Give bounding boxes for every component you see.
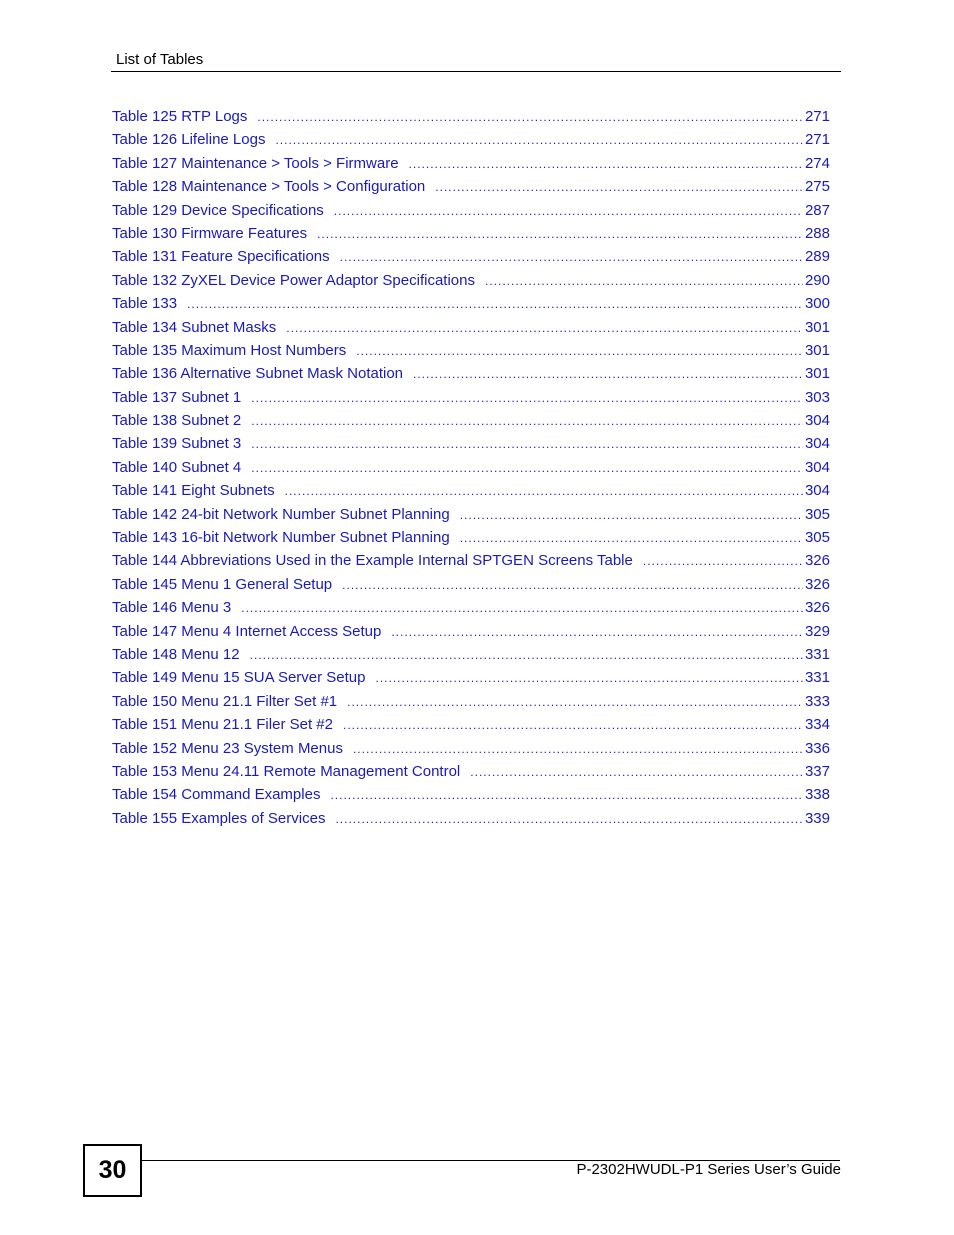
dot-leader: [251, 387, 803, 409]
toc-entry-link[interactable]: [112, 245, 830, 268]
toc-entry-link[interactable]: [112, 199, 830, 222]
toc-entry-label: Table 147 Menu 4 Internet Access Setup: [112, 622, 382, 640]
dot-leader: [335, 808, 803, 830]
toc-entry-link[interactable]: [112, 549, 830, 572]
dot-leader: [391, 621, 803, 643]
toc-entry-label: Table 136 Alternative Subnet Mask Notation: [112, 365, 404, 383]
toc-entry-label: Table 143 16-bit Network Number Subnet Planning: [112, 529, 450, 547]
toc-entry-label: Table 132 ZyXEL Device Power Adaptor Specifications: [112, 271, 475, 289]
toc-entry-page: 304: [804, 482, 830, 500]
toc-entry-page: 271: [804, 108, 830, 125]
toc-entry-label: Table 135 Maximum Host Numbers: [112, 341, 347, 359]
toc-entry-page: 301: [804, 341, 830, 359]
toc-entry-link[interactable]: [112, 760, 830, 783]
toc-entry-page: 338: [804, 786, 830, 804]
toc-entry-page: 301: [804, 365, 830, 383]
toc-entry-label: Table 139 Subnet 3: [112, 435, 242, 453]
dot-leader: [317, 223, 803, 245]
toc-entry-label: Table 153 Menu 24.11 Remote Management Control: [112, 762, 461, 780]
section-header: List of Tables: [116, 51, 204, 68]
toc-entry-label: Table 150 Menu 21.1 Filter Set #1: [112, 692, 338, 710]
toc-entry-label: Table 149 Menu 15 SUA Server Setup: [112, 669, 366, 687]
toc-entry-page: 337: [804, 762, 830, 780]
toc-entry-page: 275: [804, 178, 830, 196]
toc-entry-page: 287: [804, 201, 830, 219]
toc-entry-label: Table 133: [112, 295, 178, 313]
dot-leader: [286, 317, 803, 339]
toc-entry-page: 304: [804, 458, 830, 476]
dot-leader: [409, 153, 803, 175]
toc-entry-label: Table 145 Menu 1 General Setup: [112, 575, 333, 593]
toc-entry-page: 329: [804, 622, 830, 640]
toc-entry-link[interactable]: [112, 783, 830, 806]
toc-entry-label: Table 141 Eight Subnets: [112, 482, 275, 500]
toc-entry-page: 305: [804, 529, 830, 547]
toc-entry-link[interactable]: [112, 386, 830, 409]
dot-leader: [330, 784, 803, 806]
toc-entry-label: Table 140 Subnet 4: [112, 458, 242, 476]
toc-entry-label: Table 131 Feature Specifications: [112, 248, 330, 266]
toc-entry-label: Table 126 Lifeline Logs: [112, 131, 266, 149]
toc-entry-link[interactable]: [112, 666, 830, 689]
page-number: 30: [83, 1144, 142, 1197]
toc-entry-page: 331: [804, 645, 830, 663]
toc-entry-label: Table 146 Menu 3: [112, 599, 232, 617]
toc-entry-link[interactable]: [112, 152, 830, 175]
toc-entry-page: 303: [804, 388, 830, 406]
dot-leader: [356, 340, 803, 362]
dot-leader: [241, 597, 803, 619]
dot-leader: [347, 691, 803, 713]
toc-entry-link[interactable]: [112, 690, 830, 713]
table-of-contents: [112, 105, 830, 830]
dot-leader: [251, 433, 803, 455]
toc-entry-link[interactable]: [112, 573, 830, 596]
toc-entry-page: 301: [804, 318, 830, 336]
toc-entry-page: 326: [804, 599, 830, 617]
toc-entry-page: 289: [804, 248, 830, 266]
dot-leader: [353, 738, 803, 760]
toc-entry-page: 300: [804, 295, 830, 313]
toc-entry-link[interactable]: [112, 316, 830, 339]
dot-leader: [470, 761, 803, 783]
header-divider: [111, 71, 841, 72]
dot-leader: [485, 270, 803, 292]
toc-entry-link[interactable]: [112, 456, 830, 479]
toc-entry-page: 290: [804, 271, 830, 289]
dot-leader: [435, 176, 803, 198]
dot-leader: [257, 106, 803, 128]
toc-entry-page: 336: [804, 739, 830, 757]
toc-entry-link[interactable]: [112, 596, 830, 619]
toc-entry-link[interactable]: [112, 292, 830, 315]
toc-entry-page: 271: [804, 131, 830, 149]
dot-leader: [376, 667, 803, 689]
dot-leader: [250, 644, 803, 666]
dot-leader: [251, 457, 803, 479]
dot-leader: [343, 714, 803, 736]
toc-entry-label: Table 125 RTP Logs: [112, 108, 248, 125]
toc-entry-page: 334: [804, 716, 830, 734]
toc-entry-link[interactable]: [112, 175, 830, 198]
toc-entry-link[interactable]: [112, 339, 830, 362]
toc-entry-page: 274: [804, 154, 830, 172]
toc-entry-label: Table 155 Examples of Services: [112, 809, 326, 827]
toc-entry-label: Table 154 Command Examples: [112, 786, 321, 804]
toc-entry-link[interactable]: [112, 222, 830, 245]
toc-entry-label: Table 127 Maintenance > Tools > Firmware: [112, 154, 399, 172]
toc-entry-link[interactable]: [112, 503, 830, 526]
toc-entry-link[interactable]: [112, 362, 830, 385]
toc-entry-link[interactable]: [112, 737, 830, 760]
toc-entry-label: Table 148 Menu 12: [112, 645, 240, 663]
toc-entry-label: Table 129 Device Specifications: [112, 201, 324, 219]
dot-leader: [413, 363, 803, 385]
toc-entry-label: Table 152 Menu 23 System Menus: [112, 739, 343, 757]
toc-entry-page: 304: [804, 412, 830, 430]
dot-leader: [643, 550, 803, 572]
toc-entry-label: Table 144 Abbreviations Used in the Example Internal SPTGEN Screens Table: [112, 552, 633, 570]
toc-entry-label: Table 137 Subnet 1: [112, 388, 242, 406]
toc-entry-link[interactable]: [112, 479, 830, 502]
toc-entry-link[interactable]: [112, 105, 830, 128]
toc-entry-label: Table 134 Subnet Masks: [112, 318, 277, 336]
toc-entry-page: 331: [804, 669, 830, 687]
dot-leader: [342, 574, 803, 596]
dot-leader: [340, 246, 803, 268]
dot-leader: [460, 527, 803, 549]
toc-entry-link[interactable]: [112, 620, 830, 643]
dot-leader: [251, 410, 803, 432]
dot-leader: [187, 293, 803, 315]
toc-entry-label: Table 142 24-bit Network Number Subnet Planning: [112, 505, 450, 523]
toc-entry-link[interactable]: [112, 432, 830, 455]
dot-leader: [275, 129, 803, 151]
toc-entry-page: 305: [804, 505, 830, 523]
toc-entry-link[interactable]: [112, 807, 830, 830]
toc-entry-link[interactable]: [112, 269, 830, 292]
toc-entry-page: 304: [804, 435, 830, 453]
dot-leader: [285, 480, 803, 502]
toc-entry-link[interactable]: [112, 409, 830, 432]
toc-entry-link[interactable]: [112, 713, 830, 736]
toc-entry-page: 288: [804, 224, 830, 242]
toc-entry-page: 326: [804, 552, 830, 570]
toc-entry-page: 339: [804, 809, 830, 827]
toc-entry-page: 333: [804, 692, 830, 710]
toc-entry-label: Table 130 Firmware Features: [112, 224, 308, 242]
toc-entry-link[interactable]: [112, 643, 830, 666]
dot-leader: [460, 504, 803, 526]
toc-entry-label: Table 138 Subnet 2: [112, 412, 242, 430]
toc-entry-link[interactable]: [112, 128, 830, 151]
toc-entry-label: Table 128 Maintenance > Tools > Configuration: [112, 178, 426, 196]
dot-leader: [334, 200, 803, 222]
toc-entry-page: 326: [804, 575, 830, 593]
guide-title: P-2302HWUDL-P1 Series User’s Guide: [576, 1161, 841, 1178]
toc-entry-link[interactable]: [112, 526, 830, 549]
toc-entry-label: Table 151 Menu 21.1 Filer Set #2: [112, 716, 333, 734]
